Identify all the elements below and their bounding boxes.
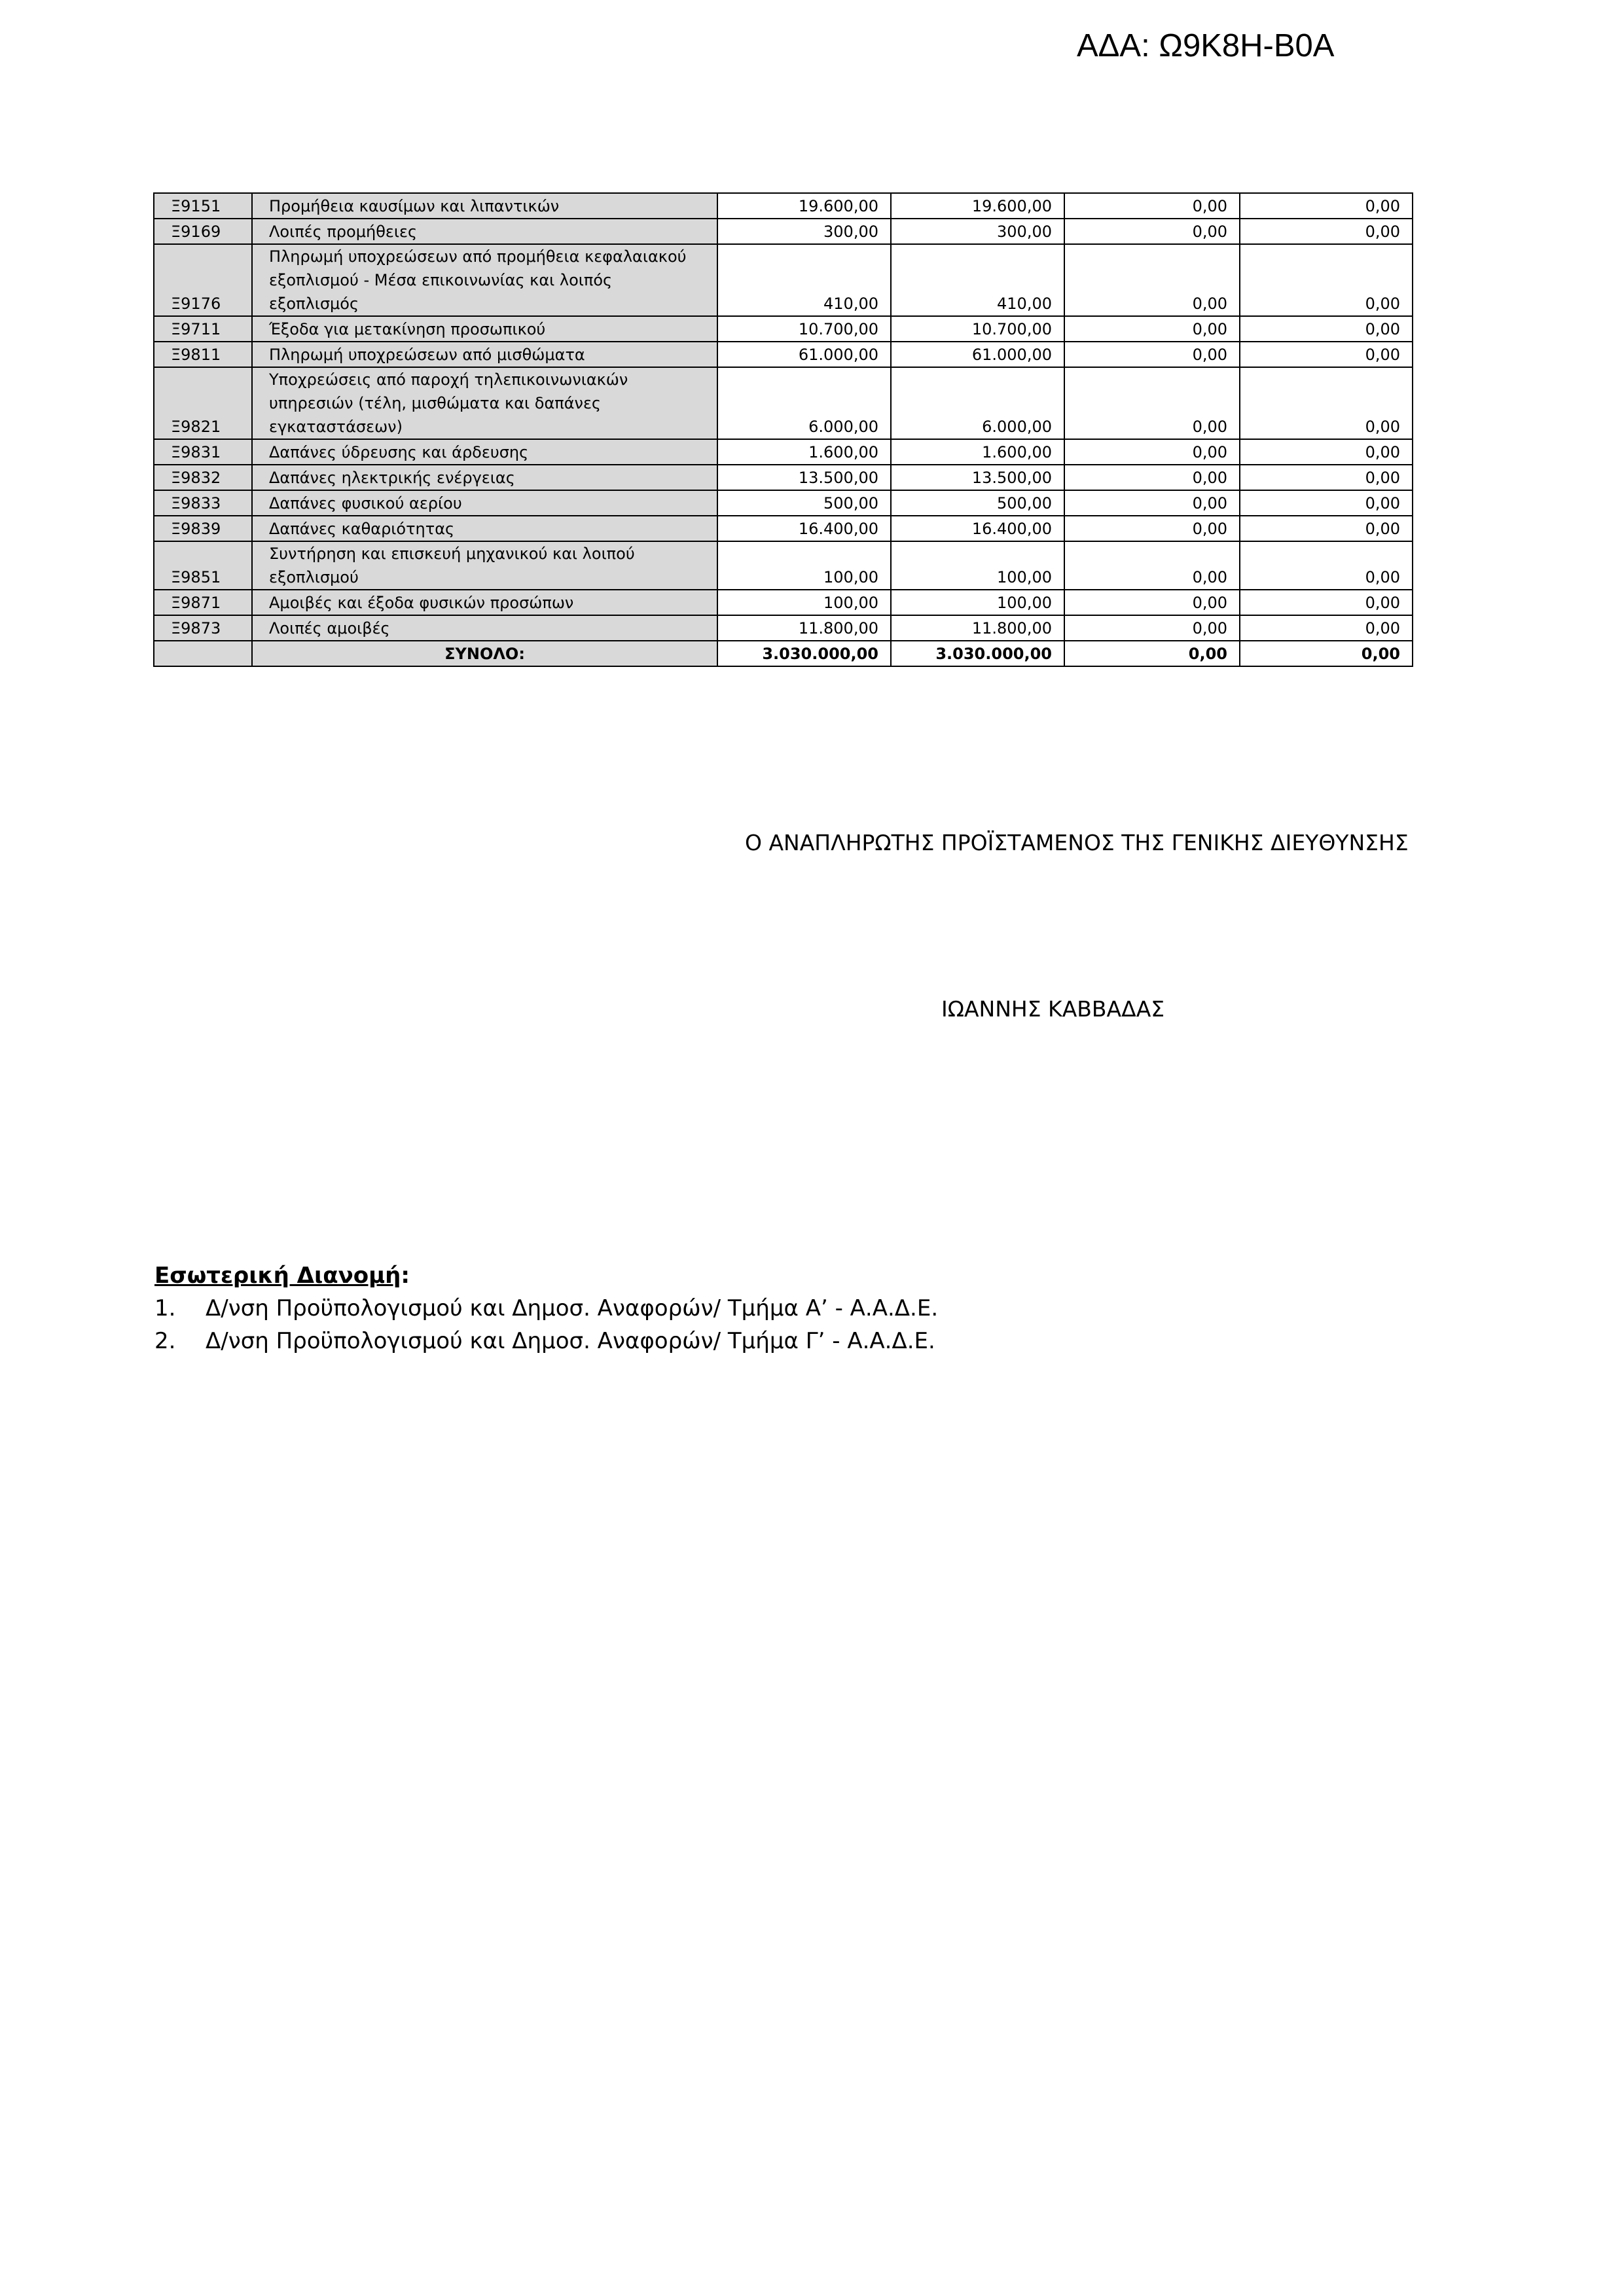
code-cell: Ξ9851 <box>154 541 252 590</box>
code-cell: Ξ9821 <box>154 367 252 439</box>
code-cell: Ξ9833 <box>154 490 252 516</box>
description-cell: Δαπάνες καθαριότητας <box>252 516 717 541</box>
table-row <box>154 516 1413 541</box>
code-cell: Ξ9176 <box>154 244 252 316</box>
signer-name: ΙΩΑΝΝΗΣ ΚΑΒΒΑΔΑΣ <box>941 996 1165 1022</box>
total-amount: 0,00 <box>1064 641 1240 666</box>
amount-cell: 100,00 <box>717 541 891 590</box>
amount-cell: 410,00 <box>717 244 891 316</box>
amount-cell: 1.600,00 <box>891 439 1064 465</box>
amount-cell: 10.700,00 <box>717 316 891 342</box>
amount-cell: 61.000,00 <box>891 342 1064 367</box>
amount-cell: 0,00 <box>1064 516 1240 541</box>
table-row <box>154 615 1413 641</box>
amount-cell: 100,00 <box>891 541 1064 590</box>
amount-cell: 13.500,00 <box>891 465 1064 490</box>
amount-cell: 1.600,00 <box>717 439 891 465</box>
description-cell: Λοιπές αμοιβές <box>252 615 717 641</box>
amount-cell: 6.000,00 <box>717 367 891 439</box>
distribution-heading-text: Εσωτερική Διανομή <box>154 1263 401 1289</box>
table-row <box>154 439 1413 465</box>
description-cell: Συντήρηση και επισκευή μηχανικού και λοιπού εξοπλισμού <box>252 541 717 590</box>
amount-cell: 0,00 <box>1064 219 1240 244</box>
distribution-item-text: Δ/νση Προϋπολογισμού και Δημοσ. Αναφορών/ Τμήμα Γ’ - Α.Α.Δ.Ε. <box>206 1328 935 1354</box>
amount-cell: 0,00 <box>1064 367 1240 439</box>
code-cell: Ξ9169 <box>154 219 252 244</box>
description-cell: Πληρωμή υποχρεώσεων από μισθώματα <box>252 342 717 367</box>
amount-cell: 0,00 <box>1064 541 1240 590</box>
code-cell: Ξ9811 <box>154 342 252 367</box>
amount-cell: 500,00 <box>717 490 891 516</box>
total-label: ΣΥΝΟΛΟ: <box>252 641 717 666</box>
table-row <box>154 193 1413 219</box>
amount-cell: 0,00 <box>1064 439 1240 465</box>
total-code-cell <box>154 641 252 666</box>
amount-cell: 0,00 <box>1064 490 1240 516</box>
table-row <box>154 465 1413 490</box>
description-cell: Δαπάνες ύδρευσης και άρδευσης <box>252 439 717 465</box>
description-cell: Έξοδα για μετακίνηση προσωπικού <box>252 316 717 342</box>
distribution-item-number: 2. <box>154 1328 176 1354</box>
amount-cell: 0,00 <box>1240 490 1413 516</box>
table-row <box>154 367 1413 439</box>
code-cell: Ξ9151 <box>154 193 252 219</box>
description-cell: Λοιπές προμήθειες <box>252 219 717 244</box>
amount-cell: 0,00 <box>1064 615 1240 641</box>
total-row <box>154 641 1413 666</box>
distribution-heading <box>154 1259 938 1292</box>
table-row <box>154 590 1413 615</box>
amount-cell: 11.800,00 <box>891 615 1064 641</box>
amount-cell: 0,00 <box>1240 516 1413 541</box>
description-cell: Δαπάνες ηλεκτρικής ενέργειας <box>252 465 717 490</box>
distribution-heading-colon: : <box>401 1263 410 1289</box>
amount-cell: 0,00 <box>1240 367 1413 439</box>
amount-cell: 19.600,00 <box>717 193 891 219</box>
amount-cell: 0,00 <box>1240 316 1413 342</box>
amount-cell: 300,00 <box>717 219 891 244</box>
description-cell: Αμοιβές και έξοδα φυσικών προσώπων <box>252 590 717 615</box>
amount-cell: 0,00 <box>1240 193 1413 219</box>
amount-cell: 500,00 <box>891 490 1064 516</box>
amount-cell: 0,00 <box>1064 193 1240 219</box>
table-row <box>154 219 1413 244</box>
amount-cell: 0,00 <box>1064 342 1240 367</box>
amount-cell: 0,00 <box>1240 219 1413 244</box>
total-amount: 3.030.000,00 <box>891 641 1064 666</box>
total-amount: 0,00 <box>1240 641 1413 666</box>
code-cell: Ξ9839 <box>154 516 252 541</box>
amount-cell: 10.700,00 <box>891 316 1064 342</box>
ada-code: ΑΔΑ: Ω9Κ8Η-Β0Α <box>1077 28 1335 63</box>
distribution-item <box>154 1292 938 1325</box>
description-cell: Προμήθεια καυσίμων και λιπαντικών <box>252 193 717 219</box>
amount-cell: 6.000,00 <box>891 367 1064 439</box>
table-row <box>154 342 1413 367</box>
description-cell: Δαπάνες φυσικού αερίου <box>252 490 717 516</box>
amount-cell: 13.500,00 <box>717 465 891 490</box>
distribution-item <box>154 1325 938 1357</box>
amount-cell: 16.400,00 <box>717 516 891 541</box>
amount-cell: 0,00 <box>1064 465 1240 490</box>
amount-cell: 11.800,00 <box>717 615 891 641</box>
amount-cell: 0,00 <box>1240 439 1413 465</box>
amount-cell: 0,00 <box>1064 590 1240 615</box>
amount-cell: 61.000,00 <box>717 342 891 367</box>
amount-cell: 100,00 <box>891 590 1064 615</box>
description-cell: Υποχρεώσεις από παροχή τηλεπικοινωνιακών υπηρεσιών (τέλη, μισθώματα και δαπάνες εγκαταστάσεων) <box>252 367 717 439</box>
table-row <box>154 490 1413 516</box>
budget-table <box>153 192 1413 667</box>
distribution-item-text: Δ/νση Προϋπολογισμού και Δημοσ. Αναφορών/ Τμήμα Α’ - Α.Α.Δ.Ε. <box>206 1295 939 1321</box>
amount-cell: 410,00 <box>891 244 1064 316</box>
signer-title: Ο ΑΝΑΠΛΗΡΩΤΗΣ ΠΡΟΪΣΤΑΜΕΝΟΣ ΤΗΣ ΓΕΝΙΚΗΣ ΔΙΕΥΘΥΝΣΗΣ <box>745 830 1409 855</box>
total-amount: 3.030.000,00 <box>717 641 891 666</box>
code-cell: Ξ9871 <box>154 590 252 615</box>
table-row <box>154 316 1413 342</box>
amount-cell: 0,00 <box>1240 541 1413 590</box>
code-cell: Ξ9831 <box>154 439 252 465</box>
distribution-section <box>154 1259 938 1357</box>
code-cell: Ξ9832 <box>154 465 252 490</box>
amount-cell: 100,00 <box>717 590 891 615</box>
amount-cell: 0,00 <box>1064 244 1240 316</box>
description-cell: Πληρωμή υποχρεώσεων από προμήθεια κεφαλαιακού εξοπλισμού - Μέσα επικοινωνίας και λοιπός εξοπλισμός <box>252 244 717 316</box>
code-cell: Ξ9711 <box>154 316 252 342</box>
amount-cell: 0,00 <box>1240 615 1413 641</box>
distribution-item-number: 1. <box>154 1295 176 1321</box>
code-cell: Ξ9873 <box>154 615 252 641</box>
table-row <box>154 244 1413 316</box>
amount-cell: 0,00 <box>1240 465 1413 490</box>
amount-cell: 0,00 <box>1064 316 1240 342</box>
amount-cell: 19.600,00 <box>891 193 1064 219</box>
amount-cell: 0,00 <box>1240 244 1413 316</box>
amount-cell: 0,00 <box>1240 590 1413 615</box>
amount-cell: 300,00 <box>891 219 1064 244</box>
amount-cell: 16.400,00 <box>891 516 1064 541</box>
amount-cell: 0,00 <box>1240 342 1413 367</box>
table-row <box>154 541 1413 590</box>
